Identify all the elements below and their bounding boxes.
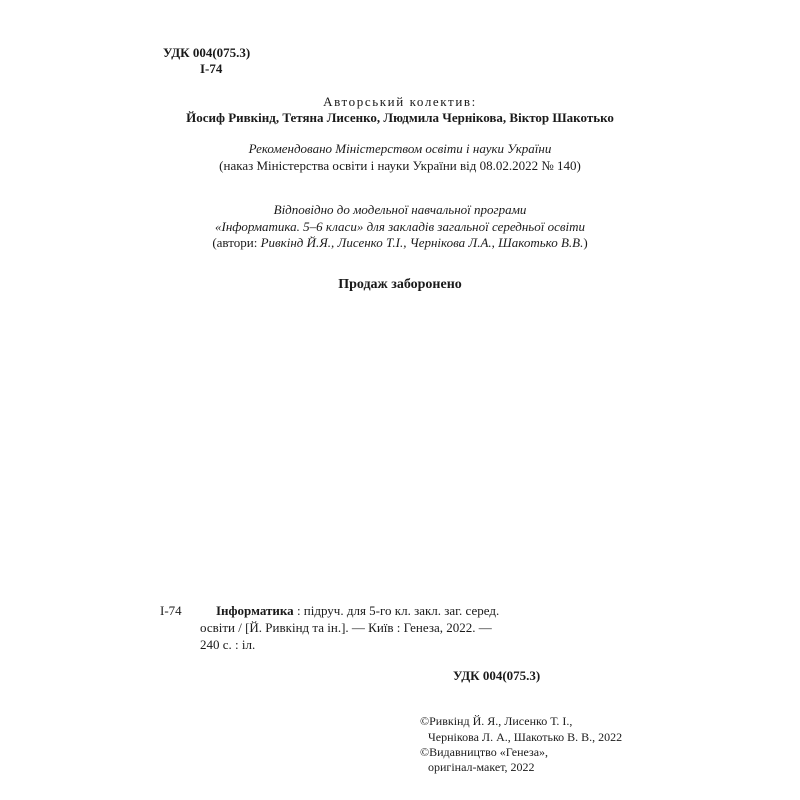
author-mark-top: І-74 (200, 61, 223, 76)
udk-code-top: УДК 004(075.3) (163, 45, 251, 60)
catalog-card-line-2: освіти / [Й. Ривкінд та ін.]. — Київ : Генеза, 2022. — (200, 620, 492, 635)
program-line-2: «Інформатика. 5–6 класи» для закладів загальної середньої освіти (215, 219, 585, 234)
copyright-line-4: оригінал-макет, 2022 (428, 760, 535, 774)
program-authors: Ривкінд Й.Я., Лисенко Т.І., Чернікова Л.А., Шакотько В.В. (260, 235, 584, 250)
udk-code-bottom: УДК 004(075.3) (453, 668, 541, 683)
catalog-card-code: І-74 (160, 603, 182, 618)
recommendation-line-1: Рекомендовано Міністерством освіти і науки України (248, 141, 552, 156)
copyright-line-3: ©Видавництво «Генеза», (420, 745, 549, 759)
sale-notice: Продаж заборонено (338, 277, 462, 292)
program-line-3 (0, 235, 800, 251)
catalog-card-line-1 (216, 603, 499, 619)
catalog-card-line-3: 240 с. : іл. (200, 637, 256, 652)
catalog-card-title: Інформатика (216, 603, 294, 618)
catalog-card-line-1-rest: : підруч. для 5-го кл. закл. заг. серед. (293, 603, 500, 618)
copyright-line-2: Чернікова Л. А., Шакотько В. В., 2022 (428, 730, 623, 744)
authors-heading: Авторський колектив: (323, 94, 477, 109)
authors-names: Йосиф Ривкінд, Тетяна Лисенко, Людмила Чернікова, Віктор Шакотько (186, 110, 614, 125)
program-line-3-prefix: (автори: (212, 235, 261, 250)
copyright-line-1: ©Ривкінд Й. Я., Лисенко Т. І., (420, 714, 573, 728)
program-line-1: Відповідно до модельної навчальної програми (273, 202, 527, 217)
recommendation-line-2: (наказ Міністерства освіти і науки України від 08.02.2022 № 140) (219, 158, 581, 173)
program-line-3-suffix: ) (583, 235, 588, 250)
